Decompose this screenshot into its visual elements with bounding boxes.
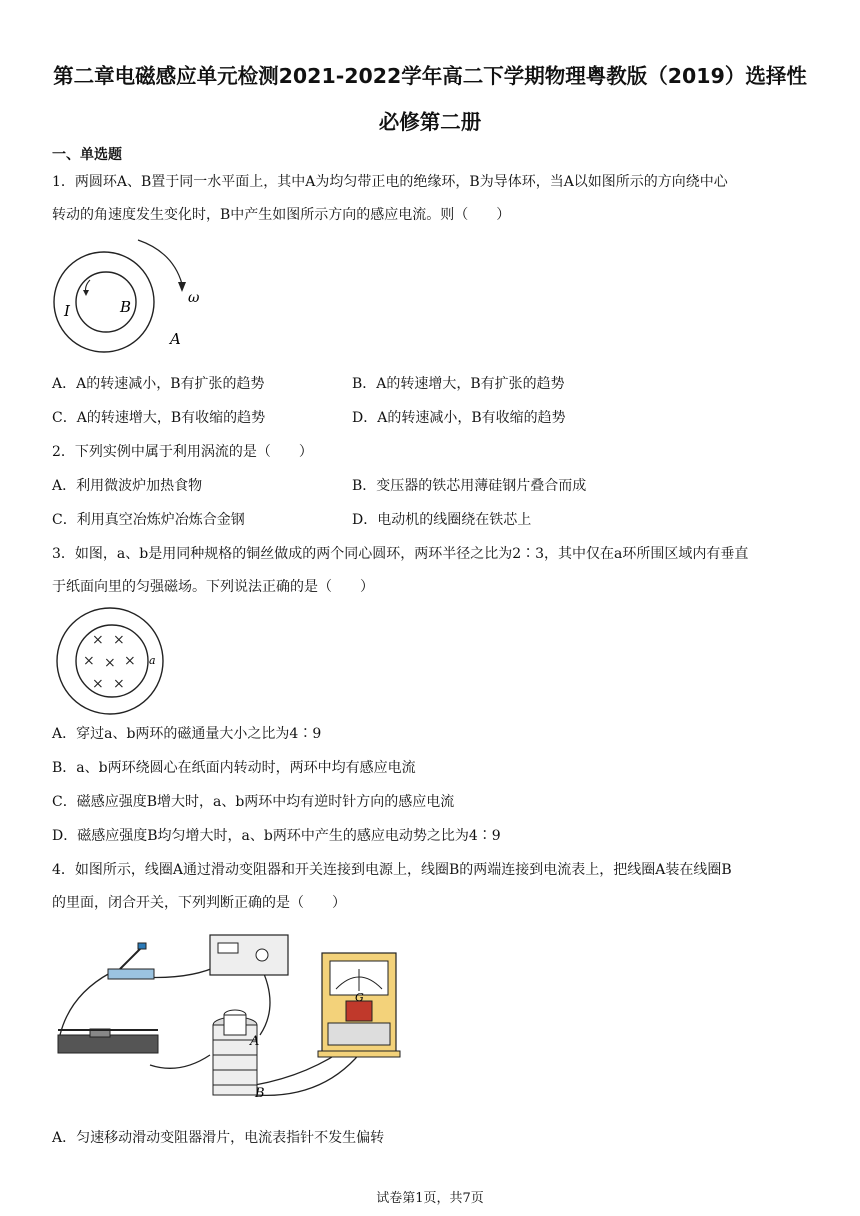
q2-option-d: D．电动机的线圈绕在铁芯上: [352, 512, 532, 528]
q1-stem-line1: 1．两圆环A、B置于同一水平面上，其中A为均匀带正电的绝缘环，B为导体环，当A以如图所示的方向绕中心: [52, 174, 728, 190]
page-title-line2: 必修第二册: [378, 110, 482, 134]
q3-stem-line1: 3．如图，a、b是用同种规格的铜丝做成的两个同心圆环，两环半径之比为2∶3，其中仅在a环所围区域内有垂直: [52, 546, 749, 562]
q4-figure: [50, 925, 410, 1115]
q1-option-a: A．A的转速减小，B有扩张的趋势: [52, 376, 265, 392]
svg-text:×: ×: [124, 653, 136, 669]
magnetic-field-cross-icons: [83, 632, 136, 692]
label-coil-a: A: [250, 1034, 260, 1049]
switch-icon: [108, 943, 154, 979]
section-heading: 一、单选题: [52, 147, 122, 163]
svg-text:×: ×: [104, 655, 116, 671]
page-title-line1: 第二章电磁感应单元检测2021-2022学年高二下学期物理粤教版（2019）选择性: [53, 64, 807, 88]
q1-option-d: D．A的转速减小，B有收缩的趋势: [352, 410, 566, 426]
label-coil-b: B: [255, 1086, 265, 1101]
rheostat-icon: [58, 1029, 158, 1053]
q2-option-b: B．变压器的铁芯用薄硅钢片叠合而成: [352, 478, 587, 494]
power-supply-icon: [210, 935, 288, 975]
label-a: a: [149, 654, 156, 667]
svg-text:×: ×: [113, 676, 125, 692]
q4-stem-line2: 的里面，闭合开关，下列判断正确的是（ ）: [52, 895, 346, 911]
q2-stem: 2．下列实例中属于利用涡流的是（ ）: [52, 444, 313, 460]
rotation-arrow-icon: [138, 240, 182, 284]
q2-option-a: A．利用微波炉加热食物: [52, 478, 203, 494]
svg-text:×: ×: [92, 676, 104, 692]
q4-option-a: A．匀速移动滑动变阻器滑片，电流表指针不发生偏转: [52, 1130, 385, 1146]
galvanometer-icon: [318, 953, 400, 1057]
label-g: G: [355, 991, 364, 1004]
svg-text:×: ×: [113, 632, 125, 648]
label-B: B: [120, 298, 132, 316]
label-A: A: [170, 330, 181, 348]
q3-option-d: D．磁感应强度B均匀增大时，a、b两环中产生的感应电动势之比为4∶9: [52, 828, 501, 844]
q1-option-c: C．A的转速增大，B有收缩的趋势: [52, 410, 266, 426]
q3-option-b: B．a、b两环绕圆心在纸面内转动时，两环中均有感应电流: [52, 760, 416, 776]
label-I: I: [64, 302, 70, 320]
q3-figure: [50, 606, 170, 716]
page-footer: 试卷第1页，共7页: [376, 1191, 484, 1206]
svg-text:×: ×: [92, 632, 104, 648]
label-omega: ω: [188, 290, 200, 306]
svg-text:×: ×: [83, 653, 95, 669]
q1-option-b: B．A的转速增大，B有扩张的趋势: [352, 376, 565, 392]
q2-option-c: C．利用真空冶炼炉冶炼合金钢: [52, 512, 245, 528]
q3-option-c: C．磁感应强度B增大时，a、b两环中均有逆时针方向的感应电流: [52, 794, 455, 810]
coil-icon: [213, 1010, 260, 1095]
q3-option-a: A．穿过a、b两环的磁通量大小之比为4∶9: [52, 726, 322, 742]
q4-stem-line1: 4．如图所示，线圈A通过滑动变阻器和开关连接到电源上，线圈B的两端连接到电流表上，把线圈A装在线圈B: [52, 862, 732, 878]
q1-figure: [48, 232, 218, 372]
q3-stem-line2: 于纸面向里的匀强磁场。下列说法正确的是（ ）: [52, 579, 374, 595]
q1-stem-line2: 转动的角速度发生变化时，B中产生如图所示方向的感应电流。则（ ）: [52, 207, 511, 223]
